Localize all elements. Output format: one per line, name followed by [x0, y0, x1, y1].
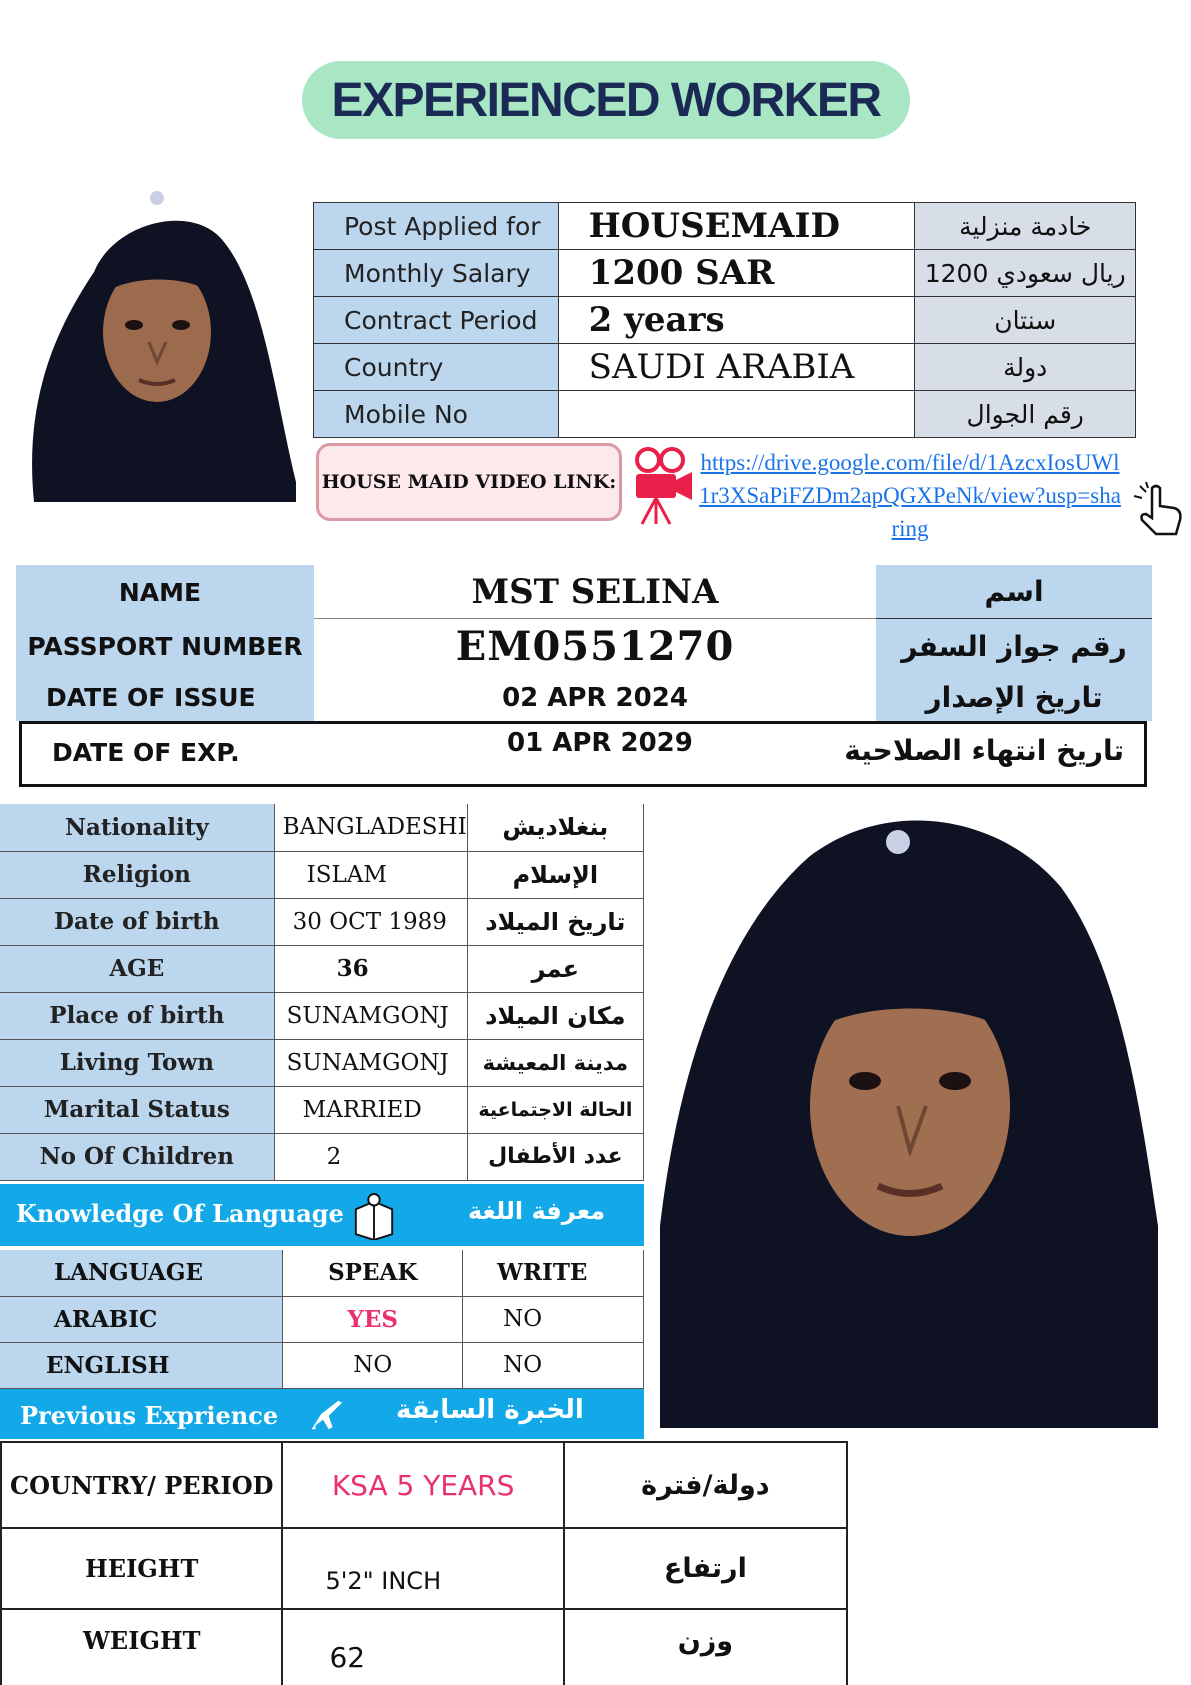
- salary-label: Monthly Salary: [314, 250, 559, 297]
- table-row: [314, 250, 1136, 297]
- table-row: [0, 804, 644, 851]
- table-row: [314, 203, 1136, 250]
- nationality-label: Nationality: [0, 804, 274, 851]
- language-table: [0, 1250, 644, 1389]
- airplane-icon: [300, 1395, 348, 1439]
- table-row: [0, 1342, 644, 1388]
- children-label: No Of Children: [0, 1133, 274, 1180]
- marital-label: Marital Status: [0, 1086, 274, 1133]
- table-row: [314, 344, 1136, 391]
- portrait-image: [14, 182, 296, 502]
- pointing-hand-icon: [1130, 482, 1188, 540]
- marital-value: MARRIED: [274, 1086, 467, 1133]
- salary-value: 1200 SAR: [558, 250, 915, 297]
- passport-number-row: [16, 619, 1152, 674]
- table-row: [1, 1528, 847, 1609]
- table-row: [0, 1039, 644, 1086]
- language-banner-arabic: معرفة اللغة: [468, 1197, 606, 1225]
- post-arabic: خادمة منزلية: [915, 203, 1136, 250]
- name-row: [16, 565, 1152, 619]
- language-header-label: LANGUAGE: [0, 1250, 283, 1296]
- children-arabic: عدد الأطفال: [467, 1133, 643, 1180]
- experience-banner-arabic: الخبرة السابقة: [396, 1395, 584, 1425]
- dob-label: Date of birth: [0, 898, 274, 945]
- passport-number-label: PASSPORT NUMBER: [16, 619, 314, 674]
- english-write-value: NO: [463, 1342, 644, 1388]
- experience-banner-label: Previous Exprience: [20, 1401, 279, 1430]
- religion-arabic: الإسلام: [467, 851, 643, 898]
- english-speak-value: NO: [283, 1342, 463, 1388]
- experience-physical-table: [0, 1441, 848, 1685]
- language-banner-label: Knowledge Of Language: [16, 1199, 344, 1228]
- name-arabic: اسم: [876, 565, 1152, 619]
- speak-header: SPEAK: [283, 1250, 463, 1296]
- religion-value: ISLAM: [274, 851, 467, 898]
- height-label: HEIGHT: [1, 1528, 282, 1609]
- marital-arabic: الحالة الاجتماعية: [467, 1086, 643, 1133]
- experience-banner: [0, 1389, 644, 1439]
- arabic-speak-value: YES: [283, 1296, 463, 1342]
- video-camera-icon: [628, 446, 696, 526]
- passport-block: [16, 565, 1152, 789]
- video-link-label: HOUSE MAID VIDEO LINK:: [316, 443, 622, 521]
- dob-arabic: تاريخ الميلاد: [467, 898, 643, 945]
- issue-arabic: تاريخ الإصدار: [876, 674, 1152, 721]
- country-label: Country: [314, 344, 559, 391]
- children-value: 2: [274, 1133, 467, 1180]
- height-value: 5'2" INCH: [282, 1528, 563, 1609]
- table-row: [314, 391, 1136, 438]
- table-row: [0, 1296, 644, 1342]
- name-label: NAME: [16, 565, 314, 619]
- contract-label: Contract Period: [314, 297, 559, 344]
- religion-label: Religion: [0, 851, 274, 898]
- table-row: [0, 992, 644, 1039]
- table-row: [1, 1442, 847, 1528]
- table-row: [0, 945, 644, 992]
- post-label: Post Applied for: [314, 203, 559, 250]
- age-arabic: عمر: [467, 945, 643, 992]
- issue-row: [16, 674, 1152, 721]
- portrait-image-large: [660, 806, 1158, 1428]
- country-period-label: COUNTRY/ PERIOD: [1, 1442, 282, 1528]
- issue-value: 02 APR 2024: [502, 682, 688, 713]
- table-row: [314, 297, 1136, 344]
- write-header: WRITE: [463, 1250, 644, 1296]
- book-icon: [352, 1192, 396, 1246]
- country-arabic: دولة: [915, 344, 1136, 391]
- weight-value: 62: [282, 1609, 563, 1685]
- table-row: [0, 1250, 644, 1296]
- mobile-label: Mobile No: [314, 391, 559, 438]
- nationality-value: BANGLADESHI: [274, 804, 467, 851]
- worker-photo-large: [660, 806, 1158, 1428]
- contract-value: 2 years: [558, 297, 915, 344]
- name-value: MST SELINA: [314, 565, 876, 619]
- english-language-label: ENGLISH: [0, 1342, 283, 1388]
- expiry-arabic: تاريخ انتهاء الصلاحية: [844, 734, 1124, 767]
- passport-number-arabic: رقم جواز السفر: [876, 619, 1152, 674]
- language-banner: [0, 1184, 644, 1246]
- personal-details-table: [0, 804, 644, 1181]
- mobile-arabic: رقم الجوال: [915, 391, 1136, 438]
- table-row: [0, 1133, 644, 1180]
- table-row: [0, 851, 644, 898]
- living-town-arabic: مدينة المعيشة: [467, 1039, 643, 1086]
- mobile-value: [558, 391, 915, 438]
- page-title: EXPERIENCED WORKER: [302, 61, 910, 139]
- pob-arabic: مكان الميلاد: [467, 992, 643, 1039]
- living-town-label: Living Town: [0, 1039, 274, 1086]
- passport-number-value: EM0551270: [455, 623, 735, 670]
- weight-arabic: وزن: [564, 1609, 847, 1685]
- age-label: AGE: [0, 945, 274, 992]
- nationality-arabic: بنغلاديش: [467, 804, 643, 851]
- expiry-label: DATE OF EXP.: [52, 738, 240, 767]
- worker-photo-small: [14, 182, 296, 502]
- country-value: SAUDI ARABIA: [558, 344, 915, 391]
- weight-label: WEIGHT: [1, 1609, 282, 1685]
- pob-label: Place of birth: [0, 992, 274, 1039]
- country-period-arabic: دولة/فترة: [564, 1442, 847, 1528]
- table-row: [1, 1609, 847, 1685]
- pob-value: SUNAMGONJ: [274, 992, 467, 1039]
- age-value: 36: [274, 945, 467, 992]
- height-arabic: ارتفاع: [564, 1528, 847, 1609]
- salary-arabic: 1200 ريال سعودي: [915, 250, 1136, 297]
- country-period-value: KSA 5 YEARS: [282, 1442, 563, 1528]
- living-town-value: SUNAMGONJ: [274, 1039, 467, 1086]
- job-details-table: [313, 202, 1136, 438]
- dob-value: 30 OCT 1989: [274, 898, 467, 945]
- video-link[interactable]: https://drive.google.com/file/d/1AzcxIosUWl1r3XSaPiFZDm2apQGXPeNk/view?usp=sharing: [699, 450, 1121, 541]
- issue-label: DATE OF ISSUE: [16, 674, 314, 721]
- table-row: [0, 1086, 644, 1133]
- arabic-language-label: ARABIC: [0, 1296, 283, 1342]
- arabic-write-value: NO: [463, 1296, 644, 1342]
- post-value: HOUSEMAID: [558, 203, 915, 250]
- table-row: [0, 898, 644, 945]
- expiry-row: [19, 721, 1147, 787]
- expiry-value: 01 APR 2029: [507, 728, 693, 758]
- contract-arabic: سنتان: [915, 297, 1136, 344]
